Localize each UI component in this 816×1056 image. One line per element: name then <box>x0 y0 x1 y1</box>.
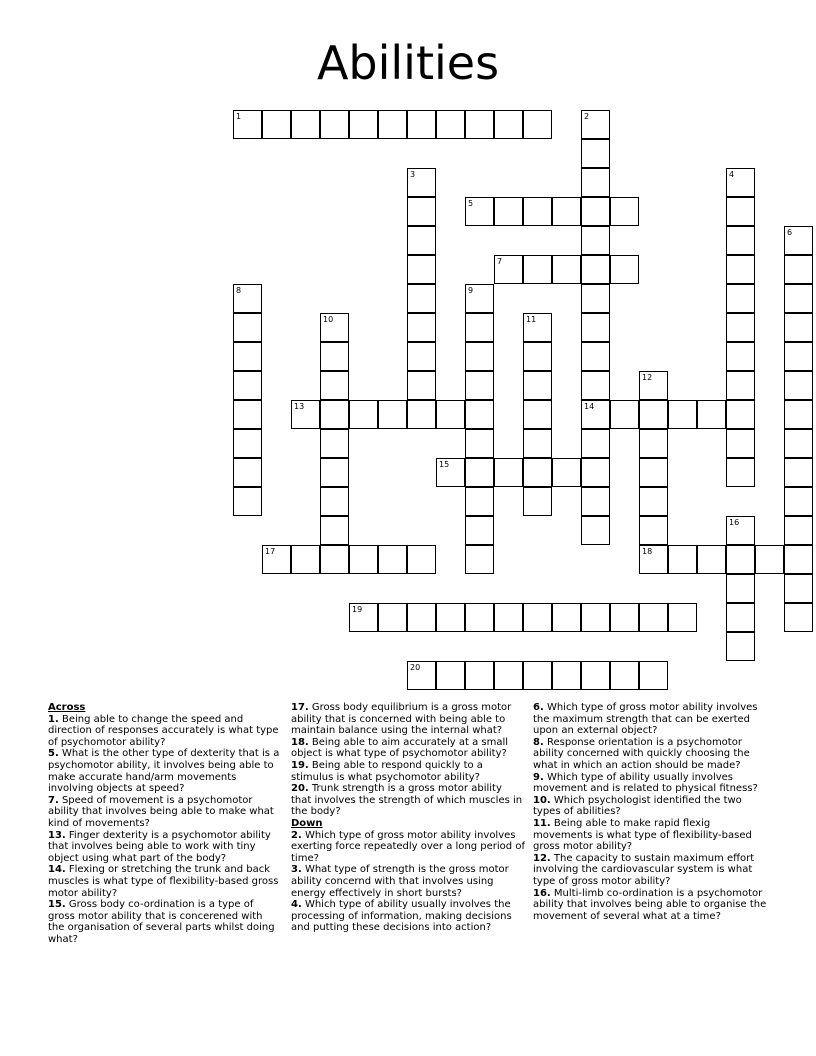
grid-cell[interactable] <box>639 516 668 545</box>
grid-cell[interactable] <box>639 545 668 574</box>
clue-item-text: Which type of ability usually involves the processing of information, making decisions and putting these decisions into action? <box>291 899 512 934</box>
clue-item-number: 3. <box>291 864 302 876</box>
grid-cell[interactable] <box>233 342 262 371</box>
grid-cell[interactable] <box>407 255 436 284</box>
grid-cell[interactable] <box>552 661 581 690</box>
grid-cell[interactable] <box>784 429 813 458</box>
grid-cell[interactable] <box>581 110 610 139</box>
grid-cell[interactable] <box>349 603 378 632</box>
clue-item-number: 2. <box>291 829 302 841</box>
clue-item-number: 9. <box>533 771 544 783</box>
grid-cell[interactable] <box>465 661 494 690</box>
clue-item <box>291 737 525 760</box>
grid-cell[interactable] <box>668 545 697 574</box>
grid-cell[interactable] <box>581 168 610 197</box>
grid-cell[interactable] <box>523 487 552 516</box>
clue-item-number: 19. <box>291 759 309 771</box>
grid-cell[interactable] <box>349 545 378 574</box>
grid-cell[interactable] <box>436 110 465 139</box>
grid-cell[interactable] <box>233 487 262 516</box>
grid-cell[interactable] <box>726 516 755 545</box>
clue-item-text: Finger dexterity is a psychomotor ability that involves being able to work with tiny object using what part of the body? <box>48 829 271 864</box>
clue-item-number: 14. <box>48 864 66 876</box>
clue-number: 5 <box>468 199 474 208</box>
clue-item <box>533 772 769 795</box>
clues-column-3 <box>533 702 769 922</box>
clue-item-number: 5. <box>48 748 59 760</box>
clue-number: 12 <box>642 373 653 382</box>
grid-cell[interactable] <box>465 284 494 313</box>
grid-cell[interactable] <box>465 400 494 429</box>
grid-cell[interactable] <box>523 400 552 429</box>
grid-cell[interactable] <box>581 661 610 690</box>
grid-cell[interactable] <box>784 371 813 400</box>
clue-number: 4 <box>729 170 735 179</box>
grid-cell[interactable] <box>320 458 349 487</box>
clue-item <box>291 760 525 783</box>
clue-item-text: What is the other type of dexterity that is a psychomotor ability, it involves being able to make accurate hand/arm movements involving objects at speed? <box>48 748 280 795</box>
grid-cell[interactable] <box>726 603 755 632</box>
grid-cell[interactable] <box>784 255 813 284</box>
clue-item <box>48 714 282 749</box>
grid-cell[interactable] <box>494 603 523 632</box>
grid-cell[interactable] <box>784 458 813 487</box>
grid-cell[interactable] <box>407 342 436 371</box>
grid-cell[interactable] <box>523 371 552 400</box>
grid-cell[interactable] <box>523 313 552 342</box>
grid-cell[interactable] <box>320 110 349 139</box>
grid-cell[interactable] <box>552 255 581 284</box>
grid-cell[interactable] <box>407 603 436 632</box>
clue-item-number: 1. <box>48 713 59 725</box>
grid-cell[interactable] <box>726 400 755 429</box>
grid-cell[interactable] <box>407 197 436 226</box>
clue-item-number: 13. <box>48 829 66 841</box>
clues-column-2 <box>291 702 525 934</box>
grid-cell[interactable] <box>465 487 494 516</box>
grid-cell[interactable] <box>726 255 755 284</box>
grid-cell[interactable] <box>639 487 668 516</box>
grid-cell[interactable] <box>465 603 494 632</box>
clue-item <box>291 830 525 865</box>
grid-cell[interactable] <box>436 400 465 429</box>
grid-cell[interactable] <box>465 545 494 574</box>
clue-item-text: Multi-limb co-ordination is a psychomotor ability that involves being able to organise the movement of several what at a time? <box>533 887 767 922</box>
grid-cell[interactable] <box>233 313 262 342</box>
grid-cell[interactable] <box>726 632 755 661</box>
clue-item <box>291 783 525 818</box>
grid-cell[interactable] <box>378 603 407 632</box>
clue-number: 17 <box>265 547 276 556</box>
clue-item-text: Gross body equilibrium is a gross motor ability that is concerned with being able to maintain balance using the internal what? <box>291 702 512 737</box>
grid-cell[interactable] <box>465 197 494 226</box>
clue-number: 2 <box>584 112 590 121</box>
grid-cell[interactable] <box>581 284 610 313</box>
grid-cell[interactable] <box>581 429 610 458</box>
grid-cell[interactable] <box>639 458 668 487</box>
grid-cell[interactable] <box>726 342 755 371</box>
grid-cell[interactable] <box>610 255 639 284</box>
grid-cell[interactable] <box>784 400 813 429</box>
clue-item-number: 10. <box>533 794 551 806</box>
clue-item-number: 8. <box>533 736 544 748</box>
grid-cell[interactable] <box>726 458 755 487</box>
grid-cell[interactable] <box>523 255 552 284</box>
grid-cell[interactable] <box>291 400 320 429</box>
clue-number: 7 <box>497 257 503 266</box>
grid-cell[interactable] <box>407 545 436 574</box>
clue-item <box>291 899 525 934</box>
grid-cell[interactable] <box>291 545 320 574</box>
grid-cell[interactable] <box>639 371 668 400</box>
clue-number: 19 <box>352 605 363 614</box>
down-heading: Down <box>291 817 323 829</box>
grid-cell[interactable] <box>639 603 668 632</box>
grid-cell[interactable] <box>610 603 639 632</box>
clue-number: 18 <box>642 547 653 556</box>
grid-cell[interactable] <box>784 574 813 603</box>
clue-item-text: Trunk strength is a gross motor ability that involves the strength of which muscles in the body? <box>291 783 523 818</box>
grid-cell[interactable] <box>378 545 407 574</box>
clues-column-1 <box>48 702 282 945</box>
grid-cell[interactable] <box>465 516 494 545</box>
grid-cell[interactable] <box>465 110 494 139</box>
clue-item-number: 17. <box>291 702 309 713</box>
grid-cell[interactable] <box>494 255 523 284</box>
grid-cell[interactable] <box>233 458 262 487</box>
clue-item-text: Being able to respond quickly to a stimulus is what psychomotor ability? <box>291 759 483 783</box>
grid-cell[interactable] <box>726 197 755 226</box>
grid-cell[interactable] <box>436 661 465 690</box>
clue-item-text: Which type of gross motor ability involves the maximum strength that can be exerted upon an external object? <box>533 702 758 737</box>
grid-cell[interactable] <box>465 342 494 371</box>
grid-cell[interactable] <box>320 545 349 574</box>
grid-cell[interactable] <box>552 603 581 632</box>
clue-item-text: Which type of gross motor ability involves exerting force repeatedly over a long period of time? <box>291 829 525 864</box>
clue-item-text: Which psychologist identified the two types of abilities? <box>533 794 742 818</box>
grid-cell[interactable] <box>726 168 755 197</box>
clue-item <box>533 795 769 818</box>
clue-item-number: 15. <box>48 899 66 911</box>
grid-cell[interactable] <box>610 400 639 429</box>
grid-cell[interactable] <box>581 603 610 632</box>
grid-cell[interactable] <box>436 458 465 487</box>
grid-cell[interactable] <box>407 661 436 690</box>
clue-item-number: 4. <box>291 899 302 911</box>
grid-cell[interactable] <box>523 429 552 458</box>
grid-cell[interactable] <box>726 371 755 400</box>
grid-cell[interactable] <box>784 342 813 371</box>
clue-item-text: Being able to aim accurately at a small object is what type of psychomotor ability? <box>291 736 509 760</box>
clue-item <box>48 795 282 830</box>
grid-cell[interactable] <box>523 458 552 487</box>
grid-cell[interactable] <box>320 313 349 342</box>
grid-cell[interactable] <box>726 545 755 574</box>
clue-item-text: Gross body co-ordination is a type of gross motor ability that is concerened with the organisation of several parts whilst doing what? <box>48 899 275 945</box>
grid-cell[interactable] <box>494 110 523 139</box>
clue-item-number: 18. <box>291 736 309 748</box>
grid-cell[interactable] <box>233 284 262 313</box>
clue-number: 8 <box>236 286 242 295</box>
grid-cell[interactable] <box>668 400 697 429</box>
grid-cell[interactable] <box>494 458 523 487</box>
clue-item <box>533 702 769 737</box>
grid-cell[interactable] <box>465 313 494 342</box>
grid-cell[interactable] <box>407 313 436 342</box>
clue-item <box>533 853 769 888</box>
grid-cell[interactable] <box>233 400 262 429</box>
clue-item <box>48 830 282 865</box>
grid-cell[interactable] <box>320 400 349 429</box>
grid-cell[interactable] <box>581 371 610 400</box>
grid-cell[interactable] <box>668 603 697 632</box>
page-title: Abilities <box>316 36 500 90</box>
grid-cell[interactable] <box>523 110 552 139</box>
grid-cell[interactable] <box>784 545 813 574</box>
grid-cell[interactable] <box>784 226 813 255</box>
grid-cell[interactable] <box>697 400 726 429</box>
grid-cell[interactable] <box>581 313 610 342</box>
grid-cell[interactable] <box>784 284 813 313</box>
clue-item <box>533 737 769 772</box>
grid-cell[interactable] <box>407 371 436 400</box>
grid-cell[interactable] <box>378 110 407 139</box>
grid-cell[interactable] <box>320 371 349 400</box>
grid-cell[interactable] <box>581 139 610 168</box>
grid-cell[interactable] <box>407 168 436 197</box>
grid-cell[interactable] <box>233 429 262 458</box>
clue-number: 15 <box>439 460 450 469</box>
grid-cell[interactable] <box>639 400 668 429</box>
clue-item-number: 7. <box>48 794 59 806</box>
grid-cell[interactable] <box>726 226 755 255</box>
clue-item <box>48 748 282 794</box>
grid-cell[interactable] <box>320 516 349 545</box>
grid-cell[interactable] <box>639 429 668 458</box>
grid-cell[interactable] <box>610 661 639 690</box>
grid-cell[interactable] <box>610 197 639 226</box>
grid-cell[interactable] <box>407 110 436 139</box>
grid-cell[interactable] <box>784 516 813 545</box>
clue-item <box>291 702 525 737</box>
grid-cell[interactable] <box>320 487 349 516</box>
grid-cell[interactable] <box>639 661 668 690</box>
clue-item <box>291 864 525 899</box>
grid-cell[interactable] <box>726 574 755 603</box>
clue-number: 13 <box>294 402 305 411</box>
grid-cell[interactable] <box>262 545 291 574</box>
clue-item-text: Being able to change the speed and direction of responses accurately is what type of psychomotor ability? <box>48 713 279 748</box>
grid-cell[interactable] <box>465 429 494 458</box>
grid-cell[interactable] <box>465 371 494 400</box>
clue-item <box>48 864 282 899</box>
clue-item-text: Flexing or stretching the trunk and back muscles is what type of flexibility-based gross motor ability? <box>48 864 279 899</box>
clue-number: 9 <box>468 286 474 295</box>
grid-cell[interactable] <box>349 110 378 139</box>
grid-cell[interactable] <box>523 661 552 690</box>
grid-cell[interactable] <box>581 487 610 516</box>
grid-cell[interactable] <box>378 400 407 429</box>
across-heading: Across <box>48 702 86 713</box>
grid-cell[interactable] <box>784 313 813 342</box>
grid-cell[interactable] <box>726 284 755 313</box>
grid-cell[interactable] <box>726 429 755 458</box>
grid-cell[interactable] <box>552 197 581 226</box>
clue-number: 16 <box>729 518 740 527</box>
grid-cell[interactable] <box>349 400 378 429</box>
clue-item-text: What type of strength is the gross motor ability concernd with that involves using energy effectively in short bursts? <box>291 864 509 899</box>
grid-cell[interactable] <box>784 603 813 632</box>
grid-cell[interactable] <box>494 661 523 690</box>
grid-cell[interactable] <box>523 603 552 632</box>
clue-item-text: Which type of ability usually involves movement and is related to physical fitness? <box>533 771 758 795</box>
grid-cell[interactable] <box>581 516 610 545</box>
grid-cell[interactable] <box>581 226 610 255</box>
grid-cell[interactable] <box>726 313 755 342</box>
clue-number: 10 <box>323 315 334 324</box>
clue-item <box>48 899 282 945</box>
grid-cell[interactable] <box>407 226 436 255</box>
clue-number: 1 <box>236 112 242 121</box>
clue-number: 11 <box>526 315 537 324</box>
clue-item-text: Being able to make rapid flexig movements is what type of flexibility-based gross motor ability? <box>533 817 752 853</box>
grid-cell[interactable] <box>465 458 494 487</box>
clue-item-number: 12. <box>533 852 551 864</box>
clue-item <box>533 888 769 923</box>
grid-cell[interactable] <box>697 545 726 574</box>
clue-item-number: 16. <box>533 887 551 899</box>
clue-item-text: Speed of movement is a psychomotor ability that involves being able to make what kind of movements? <box>48 794 274 829</box>
clue-number: 3 <box>410 170 416 179</box>
grid-cell[interactable] <box>262 110 291 139</box>
clue-item-number: 6. <box>533 702 544 713</box>
grid-cell[interactable] <box>407 284 436 313</box>
clue-item-number: 20. <box>291 783 309 795</box>
clue-number: 6 <box>787 228 793 237</box>
clue-item-number: 11. <box>533 817 551 829</box>
grid-cell[interactable] <box>320 342 349 371</box>
clue-item-text: Response orientation is a psychomotor ability concerned with quickly choosing the what in which an action should be made? <box>533 736 750 771</box>
grid-cell[interactable] <box>291 110 320 139</box>
clue-number: 14 <box>584 402 595 411</box>
grid-cell[interactable] <box>581 400 610 429</box>
grid-cell[interactable] <box>552 458 581 487</box>
grid-cell[interactable] <box>581 197 610 226</box>
grid-cell[interactable] <box>523 197 552 226</box>
grid-cell[interactable] <box>436 603 465 632</box>
grid-cell[interactable] <box>581 458 610 487</box>
grid-cell[interactable] <box>784 487 813 516</box>
clue-number: 20 <box>410 663 421 672</box>
grid-cell[interactable] <box>523 342 552 371</box>
grid-cell[interactable] <box>320 429 349 458</box>
clue-item <box>533 818 769 853</box>
grid-cell[interactable] <box>581 342 610 371</box>
grid-cell[interactable] <box>494 197 523 226</box>
grid-cell[interactable] <box>755 545 784 574</box>
grid-cell[interactable] <box>233 371 262 400</box>
grid-cell[interactable] <box>233 110 262 139</box>
grid-cell[interactable] <box>581 255 610 284</box>
grid-cell[interactable] <box>407 400 436 429</box>
clue-item-text: The capacity to sustain maximum effort involving the cardiovascular system is what type of gross motor ability? <box>533 852 755 887</box>
